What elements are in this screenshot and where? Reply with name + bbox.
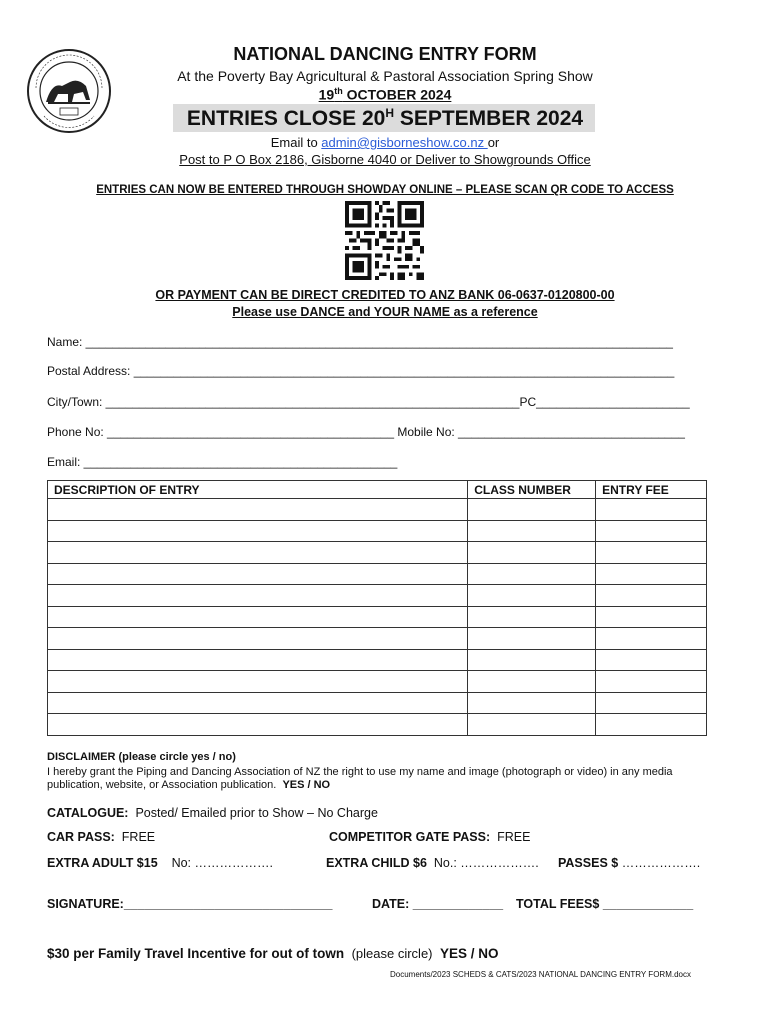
table-row <box>48 628 707 650</box>
table-row <box>48 499 707 521</box>
table-row <box>48 671 707 693</box>
extra-child-value[interactable]: No.: ………………. <box>433 856 539 870</box>
disclaimer-options[interactable]: YES / NO <box>282 779 331 791</box>
table-header-row <box>48 481 707 499</box>
gate-pass-label: COMPETITOR GATE PASS: <box>329 830 491 844</box>
description-cell[interactable] <box>48 606 468 628</box>
entry-fee-cell[interactable] <box>596 585 707 607</box>
total-fees-field[interactable]: TOTAL FEES$ _____________ <box>516 897 694 911</box>
description-cell[interactable] <box>48 671 468 693</box>
extra-child-label: EXTRA CHILD $6 <box>326 856 427 870</box>
class-number-cell[interactable] <box>468 649 596 671</box>
entry-fee-cell[interactable] <box>596 499 707 521</box>
header-description: DESCRIPTION OF ENTRY <box>48 481 468 499</box>
payment-reference: Please use DANCE and YOUR NAME as a reference <box>232 305 538 319</box>
class-number-cell[interactable] <box>468 714 596 736</box>
email-field[interactable]: Email: _______________________________________________ <box>47 455 398 469</box>
table-row <box>48 692 707 714</box>
description-cell[interactable] <box>48 692 468 714</box>
class-number-cell[interactable] <box>468 628 596 650</box>
phone-field[interactable]: Phone No: ___________________________________________ Mobile No: __________________________________ <box>47 425 685 439</box>
class-number-cell[interactable] <box>468 520 596 542</box>
car-pass-row <box>47 830 155 844</box>
table-row <box>48 649 707 671</box>
description-cell[interactable] <box>48 585 468 607</box>
catalogue-label: CATALOGUE: <box>47 806 129 820</box>
entry-fee-cell[interactable] <box>596 606 707 628</box>
description-cell[interactable] <box>48 542 468 564</box>
car-pass-value: FREE <box>121 830 156 844</box>
email-link[interactable]: admin@gisborneshow.co.nz <box>321 135 488 150</box>
email-prefix: Email to <box>270 135 322 150</box>
passes-value[interactable]: ………………. <box>621 856 701 870</box>
header-entry-fee: ENTRY FEE <box>596 481 707 499</box>
table-row <box>48 542 707 564</box>
close-post: SEPTEMBER 2024 <box>393 107 584 130</box>
table-row <box>48 563 707 585</box>
entry-fee-cell[interactable] <box>596 628 707 650</box>
table-row <box>48 714 707 736</box>
class-number-cell[interactable] <box>468 542 596 564</box>
disclaimer-text <box>47 766 727 792</box>
gate-pass-row <box>329 830 530 844</box>
description-cell[interactable] <box>48 520 468 542</box>
show-subtitle: At the Poverty Bay Agricultural & Pastoral Association Spring Show <box>177 68 593 84</box>
entries-table <box>47 480 707 736</box>
table-row <box>48 520 707 542</box>
entries-close-heading <box>0 106 770 131</box>
travel-note: (please circle) <box>351 946 433 961</box>
header-class-number: CLASS NUMBER <box>468 481 596 499</box>
travel-text: $30 per Family Travel Incentive for out of town <box>47 946 345 961</box>
class-number-cell[interactable] <box>468 563 596 585</box>
gate-pass-value: FREE <box>497 830 531 844</box>
catalogue-value: Posted/ Emailed prior to Show – No Charge <box>135 806 378 820</box>
description-cell[interactable] <box>48 628 468 650</box>
postal-address-field[interactable]: Postal Address: _________________________________________________________________________________ <box>47 364 675 378</box>
qr-code-icon[interactable] <box>342 201 427 280</box>
extra-adult-label: EXTRA ADULT $15 <box>47 856 158 870</box>
show-date-suffix: th <box>334 86 343 96</box>
postal-instructions: Post to P O Box 2186, Gisborne 4040 or Deliver to Showgrounds Office <box>179 152 591 167</box>
disclaimer-body: I hereby grant the Piping and Dancing Association of NZ the right to use my name and image (photograph or video) in any media publication, website, or Association publication. <box>47 766 673 791</box>
name-field[interactable]: Name: ________________________________________________________________________________________ <box>47 335 673 349</box>
disclaimer-heading: DISCLAIMER (please circle yes / no) <box>47 751 236 763</box>
document-path-footer: Documents/2023 SCHEDS & CATS/2023 NATIONAL DANCING ENTRY FORM.docx <box>390 970 691 979</box>
city-field[interactable]: City/Town: ______________________________________________________________PC_______________________ <box>47 395 690 409</box>
entry-fee-cell[interactable] <box>596 520 707 542</box>
class-number-cell[interactable] <box>468 499 596 521</box>
signature-field[interactable]: SIGNATURE:______________________________ <box>47 897 333 911</box>
date-field[interactable]: DATE: _____________ <box>372 897 504 911</box>
extra-child-row <box>326 856 539 870</box>
email-instructions <box>0 135 770 150</box>
car-pass-label: CAR PASS: <box>47 830 115 844</box>
travel-incentive <box>47 946 499 961</box>
class-number-cell[interactable] <box>468 585 596 607</box>
travel-options[interactable]: YES / NO <box>440 946 499 961</box>
email-suffix: or <box>487 135 500 150</box>
class-number-cell[interactable] <box>468 692 596 714</box>
close-sup: H <box>385 106 394 120</box>
entry-fee-cell[interactable] <box>596 563 707 585</box>
table-row <box>48 585 707 607</box>
passes-label: PASSES $ <box>558 856 619 870</box>
entry-fee-cell[interactable] <box>596 714 707 736</box>
show-date-rest: OCTOBER 2024 <box>342 86 452 103</box>
extra-adult-value[interactable]: No: ………………. <box>171 856 273 870</box>
entry-fee-cell[interactable] <box>596 692 707 714</box>
show-date-day: 19 <box>318 86 335 103</box>
extra-adult-row <box>47 856 273 870</box>
online-entry-notice: ENTRIES CAN NOW BE ENTERED THROUGH SHOWDAY ONLINE – PLEASE SCAN QR CODE TO ACCESS <box>96 184 674 196</box>
close-pre: ENTRIES CLOSE 20 <box>186 107 386 130</box>
entry-fee-cell[interactable] <box>596 671 707 693</box>
description-cell[interactable] <box>48 649 468 671</box>
passes-row <box>558 856 700 870</box>
payment-instructions: OR PAYMENT CAN BE DIRECT CREDITED TO ANZ BANK 06-0637-0120800-00 <box>155 288 615 302</box>
show-date <box>0 86 770 103</box>
table-row <box>48 606 707 628</box>
class-number-cell[interactable] <box>468 606 596 628</box>
entry-fee-cell[interactable] <box>596 649 707 671</box>
description-cell[interactable] <box>48 563 468 585</box>
form-title: NATIONAL DANCING ENTRY FORM <box>233 44 537 64</box>
description-cell[interactable] <box>48 714 468 736</box>
description-cell[interactable] <box>48 499 468 521</box>
catalogue-row <box>47 806 378 820</box>
class-number-cell[interactable] <box>468 671 596 693</box>
entry-fee-cell[interactable] <box>596 542 707 564</box>
